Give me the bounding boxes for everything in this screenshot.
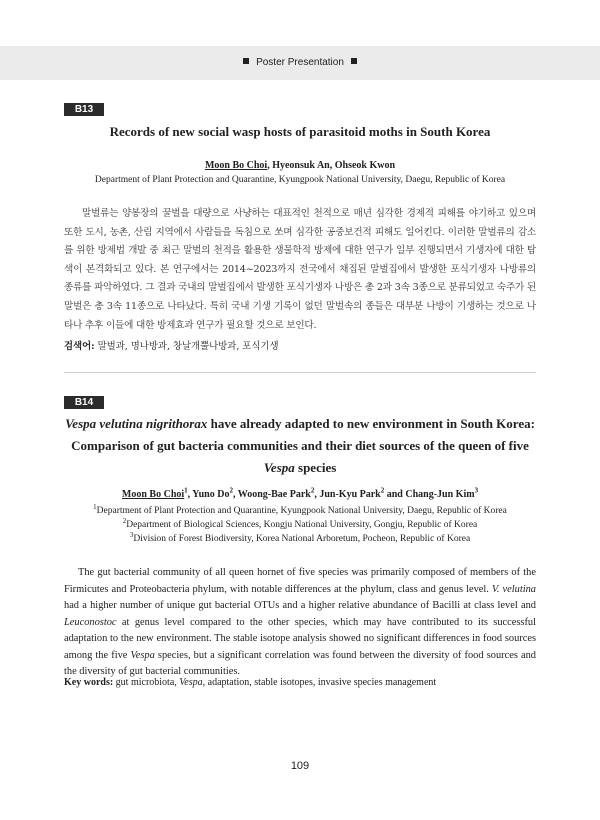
square-bullet-icon <box>243 58 249 64</box>
aff-1-text: Department of Plant Protection and Quarantine, Kyungpook National University, Daegu, Republic of Korea <box>96 506 507 516</box>
aff-2-sup: 2 <box>122 516 127 525</box>
author-separator: , <box>232 489 238 500</box>
b13-affiliation: Department of Plant Protection and Quarantine, Kyungpook National University, Daegu, Republic of Korea <box>94 175 506 185</box>
b14-authors <box>64 488 536 502</box>
abstract-text: species, but a significant correlation was found between the diversity of food sources and the diversity of gut bacterial communities. <box>64 649 536 677</box>
b13-keywords <box>64 340 536 354</box>
abstract-genus: Leuconostoc <box>64 616 117 628</box>
aff-1-sup: 1 <box>93 502 97 511</box>
b14-affiliation-3 <box>64 532 536 546</box>
b13-title: Records of new social wasp hosts of parasitoid moths in South Korea <box>109 124 491 139</box>
b13-abstract: 말벌류는 양봉장의 꿀벌을 대량으로 사냥하는 대표적인 천적으로 매년 심각한 경제적 피해를 야기하고 있으며 또한 도시, 농촌, 산림 지역에서 사람들을 독침으로 쏘며 심각한 공중보건적 피해도 일어킨다. 이러한 말벌류의 감소를 위한 방제법 개발 중 최근 말벌의 천적을 활용한 생물학적 방제에 대한 연구가 일부 진행되면서 기생자에 대한 탐색이 본격화되고 있다. 본 연구에서는 2014~2023까지 전국에서 채집된 말벌집에서 발생한 포식기생자 나방류의 종류를 파악하였다. 그 결과 국내의 말벌집에서 발생한 포식기생자 나방은 총 2과 3속 3종으로 분류되었고 숙주가 된 말벌은 총 3속 11종으로 나타났다. 특히 국내 기생 기록이 없던 말벌속의 종들은 대부분 나방이 기생하는 것으로 나타나 추후 이들에 대한 방제효과 연구가 필요할 것으로 보인다. <box>64 208 536 331</box>
b14-author-5-sup: 3 <box>474 486 479 495</box>
b13-keywords-text: 말벌과, 명나방과, 창날개뿔나방과, 포식기생 <box>94 341 279 352</box>
aff-3-sup: 3 <box>129 530 134 539</box>
b13-badge: B13 <box>64 103 104 116</box>
b13-coauthors: , Hyeonsuk An, Ohseok Kwon <box>267 160 396 171</box>
b14-author-5: Chang-Jun Kim <box>405 489 475 500</box>
b14-keywords <box>64 676 536 690</box>
header-title: Poster Presentation <box>256 57 344 68</box>
b14-author-2-sup: 2 <box>229 486 233 495</box>
aff-3-text: Division of Forest Biodiversity, Korea National Arboretum, Pocheon, Republic of Korea <box>133 534 471 544</box>
author-and: and <box>384 489 406 500</box>
b14-author-3-sup: 2 <box>310 486 315 495</box>
section-divider <box>64 372 536 373</box>
square-bullet-icon <box>351 58 357 64</box>
abstract-text: The gut bacterial community of all queen hornet of five species was primarily composed of members of the Firmicutes and Proteobacteria phylum, with notable differences at the phylum, class and genus level. <box>64 567 536 595</box>
b14-abstract <box>64 565 536 681</box>
abstract-genus: Vespa <box>130 649 155 661</box>
b14-badge: B14 <box>64 396 104 409</box>
b14-keywords-text: , adaptation, stable isotopes, invasive species management <box>202 677 437 688</box>
running-header <box>0 57 600 68</box>
b13-authors <box>64 159 536 173</box>
b13-keywords-label: 검색어: <box>64 341 95 352</box>
b14-title-end: species <box>294 460 337 475</box>
abstract-text: at genus level compared to the other species, which may have contributed to its successful adaptation to the new environment. The stable isotope analysis showed no significant differences in food sources among the five <box>64 616 536 661</box>
abstract-text: had a higher number of unique gut bacterial OTUs and a higher relative abundance of Bacilli at class level and <box>64 600 536 611</box>
b13-presenting-author: Moon Bo Choi <box>204 160 268 171</box>
b14-title-genus: Vespa <box>263 460 295 475</box>
b14-author-2: Yuno Do <box>192 489 230 500</box>
b14-affiliation-2 <box>64 518 536 532</box>
b14-affiliation-1 <box>64 504 536 518</box>
b14-title-species: Vespa velutina nigrithorax <box>65 416 208 431</box>
aff-2-text: Department of Biological Sciences, Kongju National University, Gongju, Republic of Korea <box>126 520 478 530</box>
b14-keywords-text: gut microbiota, <box>113 677 180 688</box>
b14-author-4: Jun-Kyu Park <box>319 489 381 500</box>
b14-keywords-label: Key words: <box>64 677 114 688</box>
author-separator: , <box>187 489 193 500</box>
author-separator: , <box>314 489 320 500</box>
b14-keywords-genus: Vespa <box>179 677 203 688</box>
b14-author-4-sup: 2 <box>380 486 385 495</box>
b14-author-1: Moon Bo Choi <box>121 489 185 500</box>
page-number: 109 <box>290 760 310 772</box>
b14-author-1-sup: 1 <box>184 486 188 495</box>
b14-author-3: Woong-Bae Park <box>237 489 311 500</box>
b14-title <box>64 413 536 479</box>
abstract-species: V. velutina <box>491 583 536 595</box>
b14-title-text: have already adapted to new environment in South Korea: Comparison of gut bacteria communities and their diet sources of the queen of five <box>71 416 535 453</box>
